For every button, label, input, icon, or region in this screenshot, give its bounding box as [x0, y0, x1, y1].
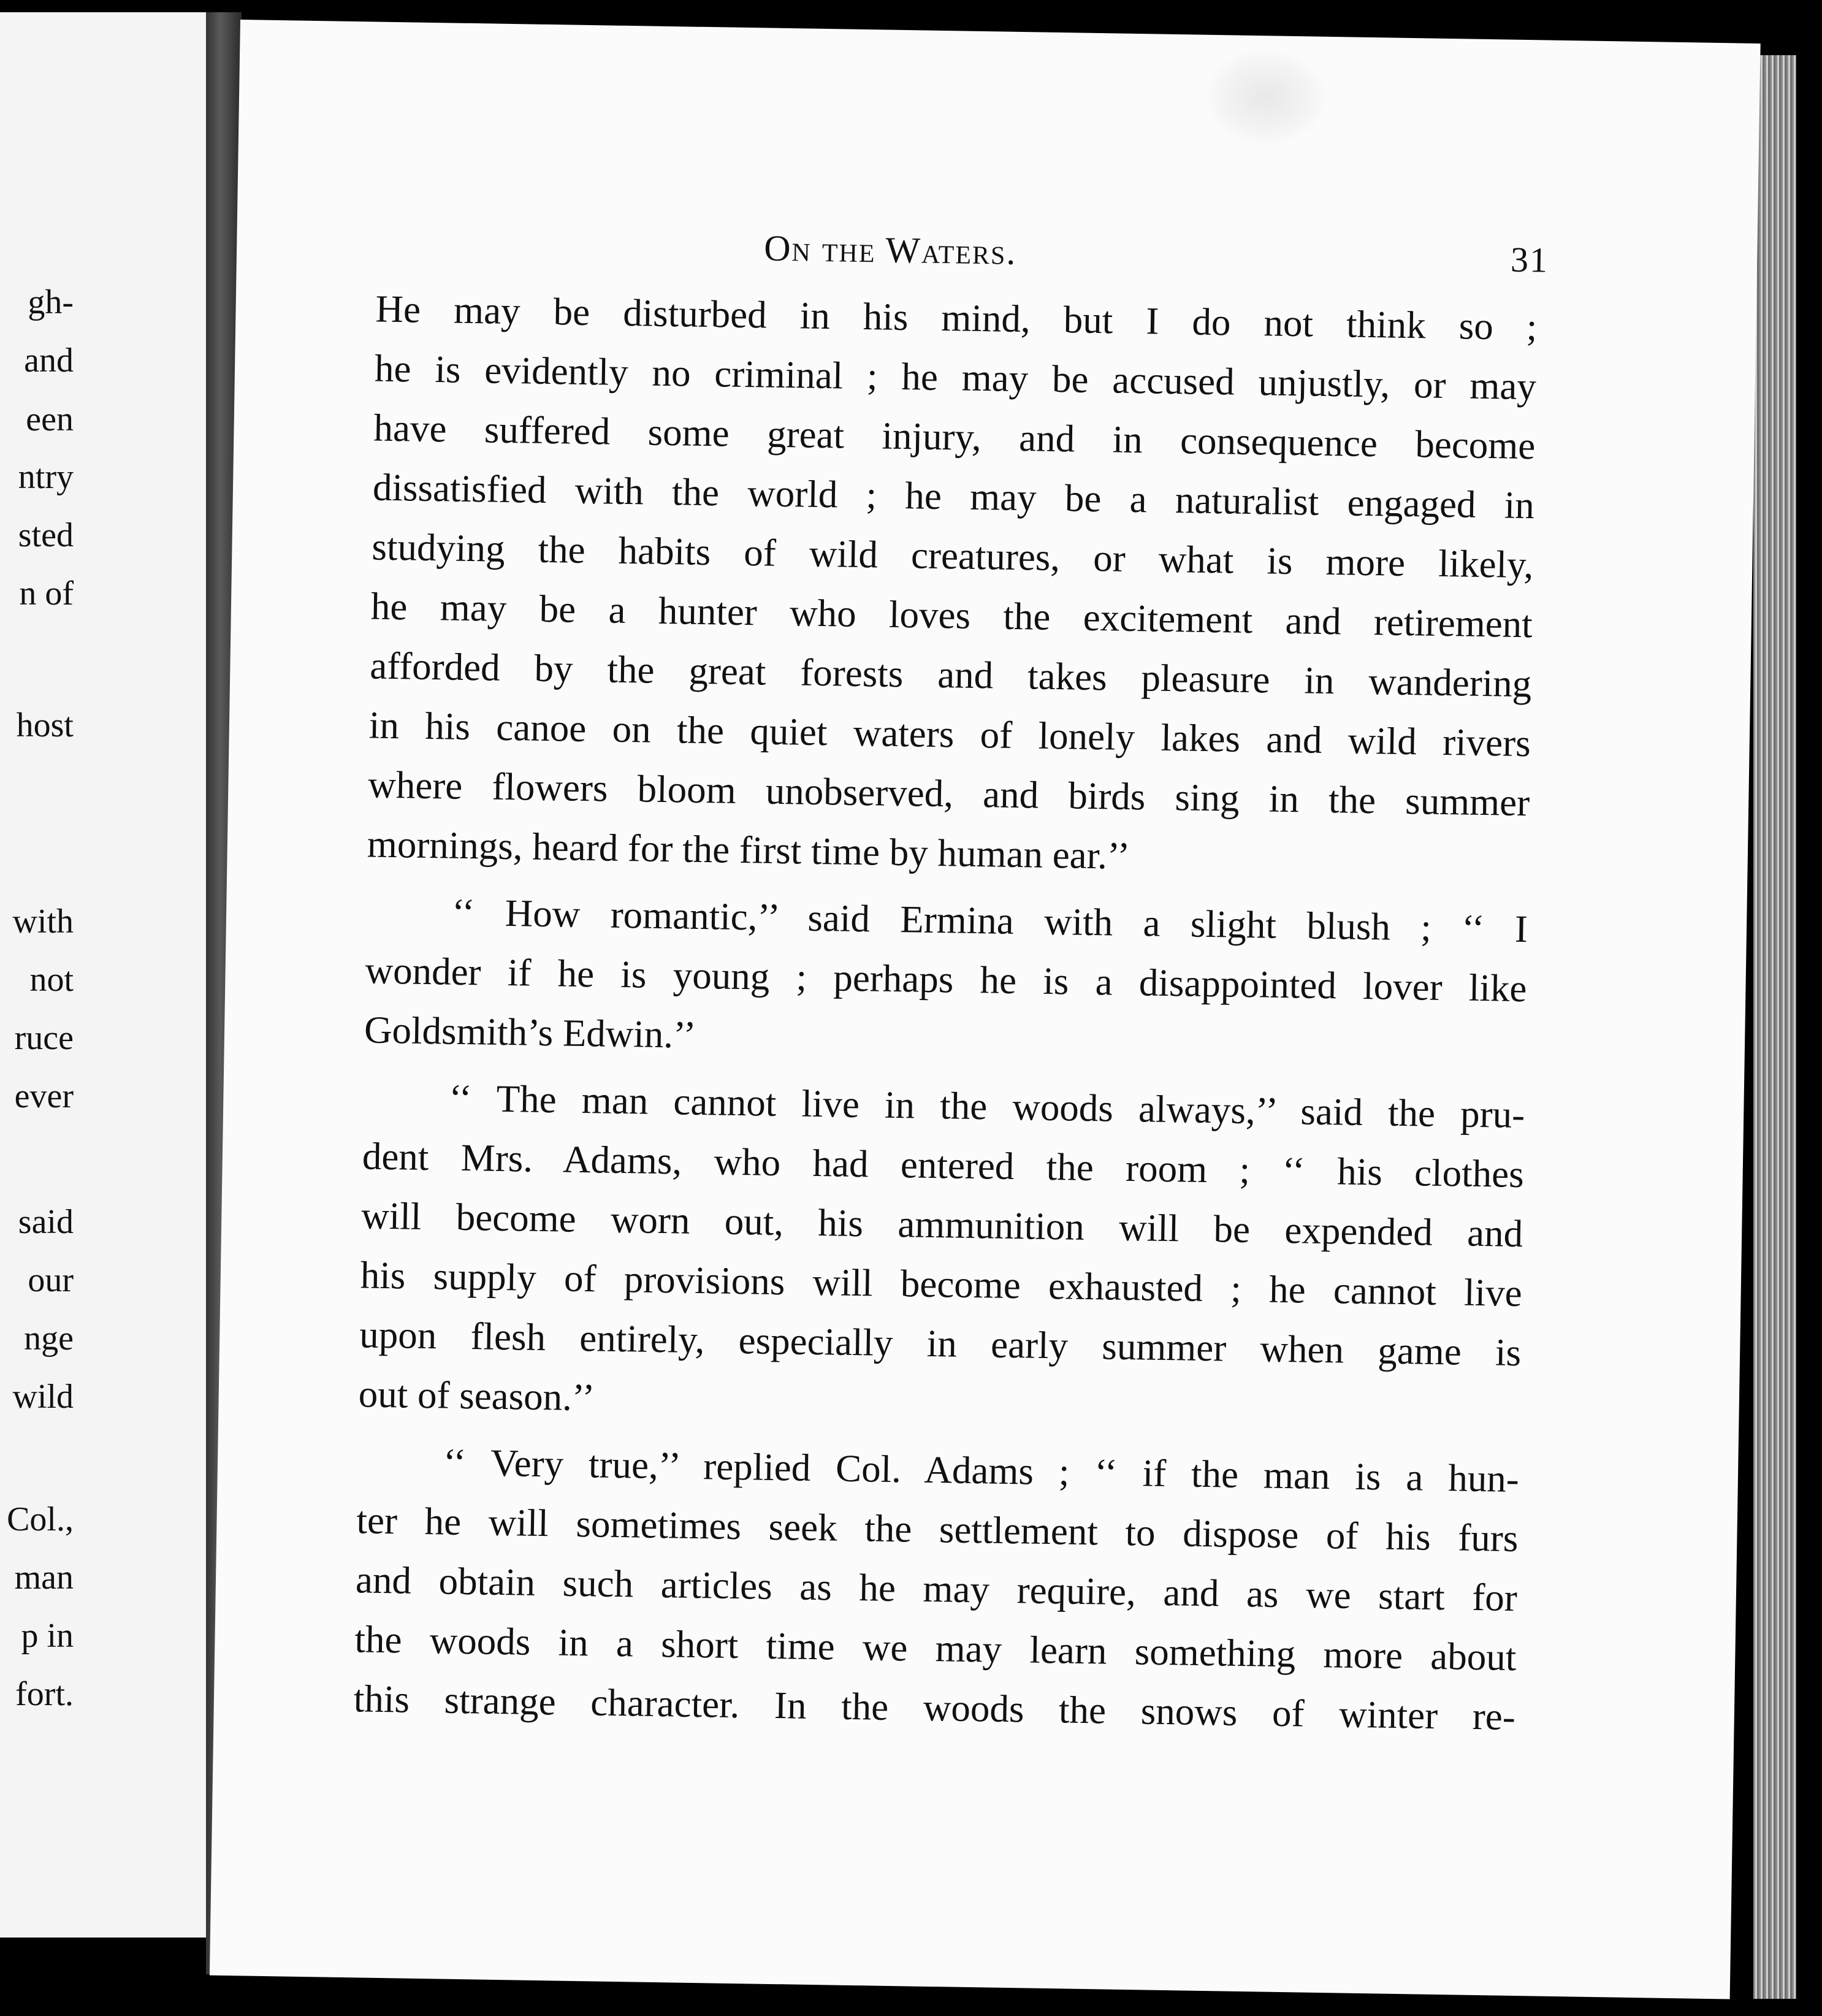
- paragraph: [364, 881, 1528, 1078]
- text-line: where flowers bloom unobserved, and birds sing in the summer: [367, 763, 1530, 825]
- left-fragment: said: [18, 1203, 74, 1241]
- left-fragment: wild: [12, 1378, 74, 1416]
- left-fragment: ntry: [18, 458, 74, 496]
- page-edges: [1753, 55, 1796, 1999]
- left-fragment: ruce: [14, 1019, 74, 1057]
- left-fragment: een: [26, 400, 74, 438]
- text-line: wonder if he is young ; perhaps he is a disappointed lover like: [365, 949, 1527, 1010]
- body-text: [353, 280, 1538, 1747]
- text-line: ‘‘ Very true,’’ replied Col. Adams ; ‘‘ if the man is a hun-: [443, 1440, 1520, 1501]
- text-line: and obtain such articles as he may require, and as we start for: [355, 1558, 1518, 1620]
- left-fragment: ever: [14, 1077, 74, 1115]
- text-line: He may be disturbed in his mind, but I do not think so ;: [375, 287, 1538, 349]
- left-fragment: Col.,: [7, 1500, 74, 1538]
- text-line: ter he will sometimes seek the settlement to dispose of his furs: [356, 1499, 1519, 1560]
- paragraph: [353, 1431, 1519, 1747]
- paragraph: [367, 280, 1538, 893]
- paragraph: [358, 1067, 1525, 1442]
- text-line: he is evidently no criminal ; he may be accused unjustly, or may: [374, 346, 1537, 408]
- left-fragment: and: [24, 342, 74, 380]
- left-page: [0, 12, 208, 1938]
- text-line: Goldsmith’s Edwin.’’: [364, 1008, 696, 1056]
- left-fragment: host: [16, 706, 74, 744]
- paper-stain: [1207, 50, 1325, 144]
- text-line: dent Mrs. Adams, who had entered the room ; ‘‘ his clothes: [362, 1134, 1525, 1196]
- text-line: ‘‘ How romantic,’’ said Ermina with a slight blush ; ‘‘ I: [451, 890, 1528, 951]
- page-number: 31: [1510, 239, 1549, 280]
- left-fragment: with: [12, 903, 74, 941]
- text-line: in his canoe on the quiet waters of lonely lakes and wild rivers: [368, 703, 1531, 765]
- text-line: have suffered some great injury, and in consequence become: [373, 406, 1536, 468]
- left-fragment: gh-: [28, 283, 74, 321]
- text-line: ‘‘ The man cannot live in the woods always,’’ said the pru-: [448, 1076, 1525, 1137]
- text-line: the woods in a short time we may learn something more about: [354, 1617, 1517, 1679]
- text-line: out of season.’’: [358, 1372, 595, 1419]
- left-fragment: n of: [19, 575, 74, 613]
- page-header: [237, 219, 1758, 280]
- text-line: upon flesh entirely, especially in early summer when game is: [359, 1313, 1522, 1375]
- left-fragment: sted: [18, 516, 74, 554]
- left-fragment: fort.: [15, 1675, 74, 1713]
- left-fragment: not: [29, 961, 74, 999]
- left-fragment: nge: [24, 1319, 74, 1357]
- left-fragment: p in: [21, 1617, 74, 1655]
- text-line: will become worn out, his ammunition will be expended and: [360, 1194, 1523, 1256]
- text-line: studying the habits of wild creatures, or what is more likely,: [371, 525, 1534, 587]
- text-line: he may be a hunter who loves the excitement and retirement: [370, 584, 1533, 646]
- text-line: his supply of provisions will become exhausted ; he cannot live: [360, 1253, 1523, 1315]
- text-line: this strange character. In the woods the snows of winter re-: [353, 1677, 1516, 1739]
- text-line: mornings, heard for the first time by human ear.’’: [367, 822, 1130, 877]
- text-line: afforded by the great forests and takes pleasure in wandering: [369, 644, 1532, 706]
- running-head: On the Waters.: [763, 227, 1017, 272]
- right-page: [210, 20, 1761, 1999]
- left-fragment: man: [14, 1559, 74, 1597]
- text-line: dissatisfied with the world ; he may be a naturalist engaged in: [372, 465, 1535, 527]
- left-fragment: our: [28, 1261, 74, 1299]
